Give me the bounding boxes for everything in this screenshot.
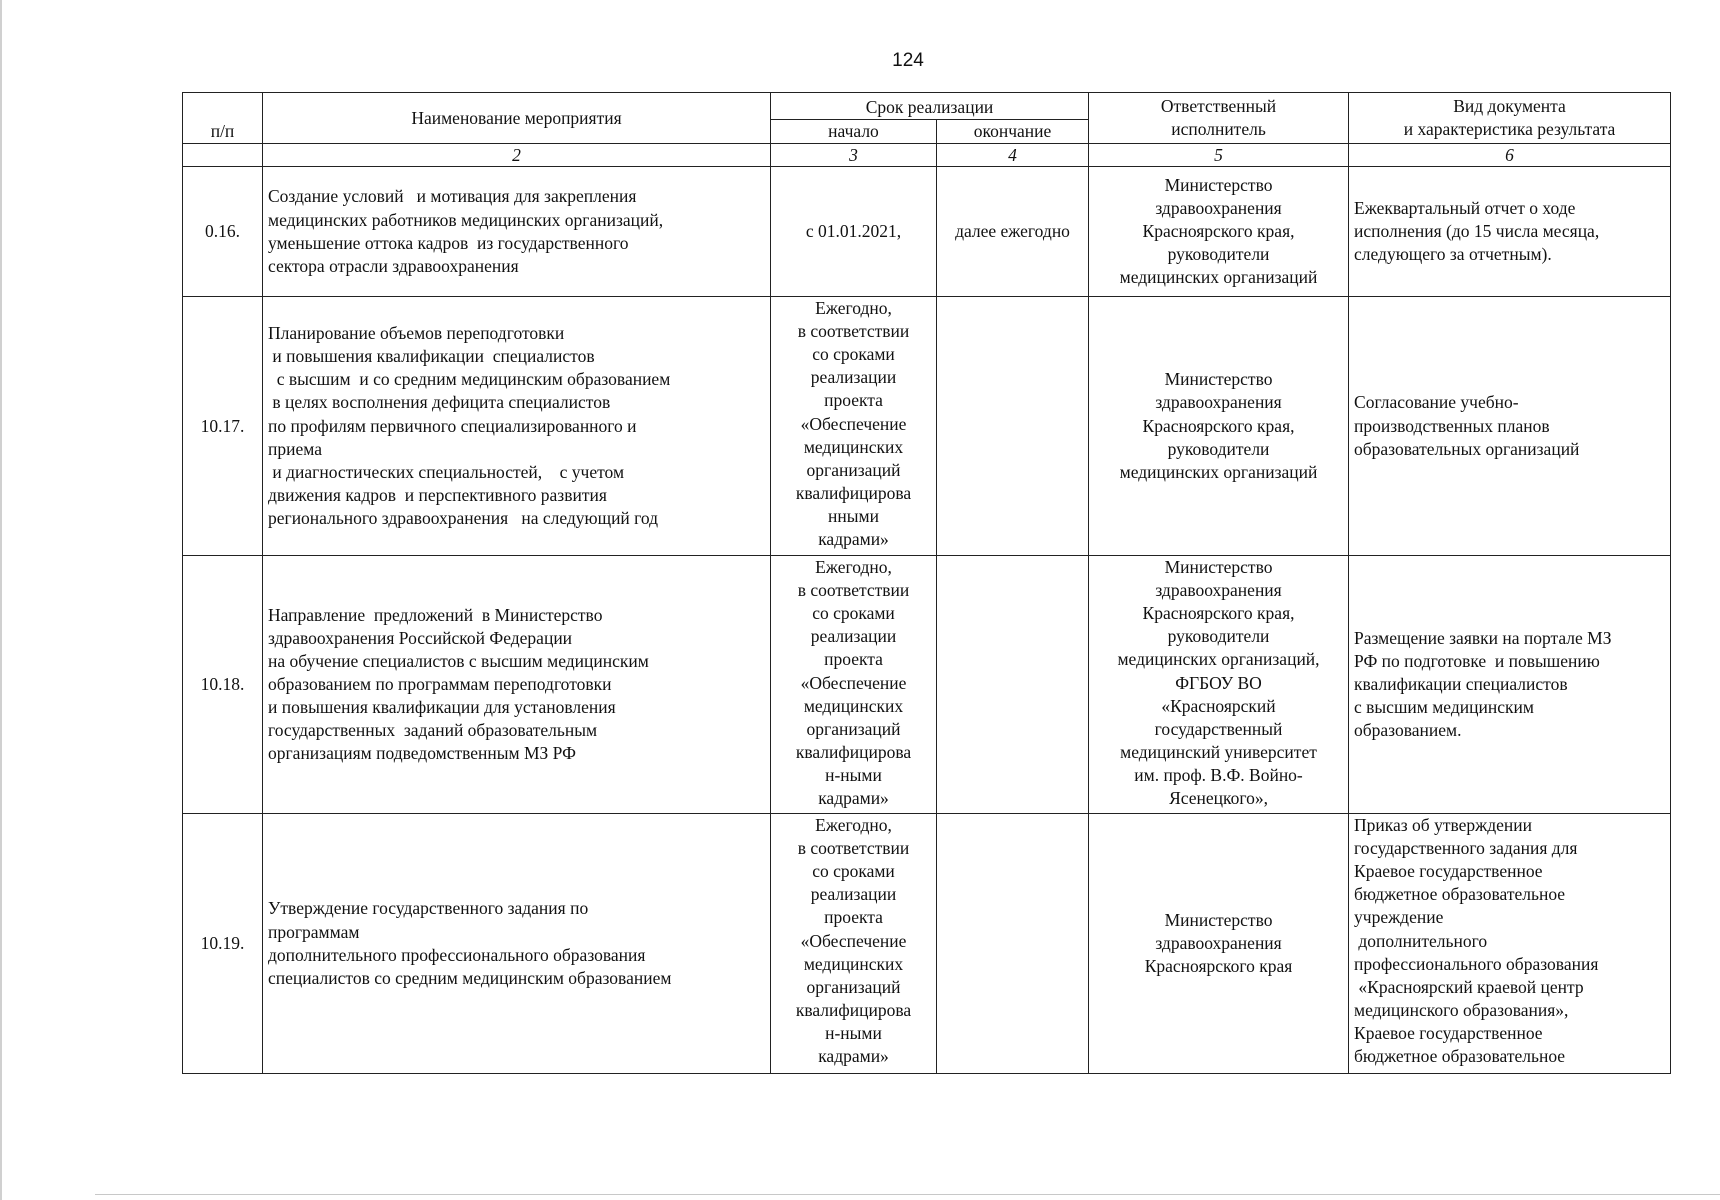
- activity-name: [263, 167, 771, 297]
- activity-name-line: медицинских работников медицинских организаций,: [268, 209, 664, 230]
- activity-name-line: движения кадров и перспективного развития: [268, 484, 607, 505]
- activity-name-line: образованием по программам переподготовки: [268, 674, 612, 695]
- responsible-party-line: «Красноярский: [1161, 695, 1276, 716]
- col-number: 6: [1349, 144, 1671, 167]
- table-row: [183, 297, 1671, 556]
- start-term-line: реализации: [810, 884, 897, 905]
- result-document: [1349, 297, 1671, 556]
- responsible-party-line: медицинский университет: [1120, 741, 1317, 762]
- start-term-line: Ежегодно,: [815, 815, 892, 836]
- activity-name-line: и повышения квалификации специалистов: [268, 346, 595, 367]
- start-term-line: со сроками: [812, 603, 895, 624]
- responsible-party: [1089, 814, 1349, 1074]
- row-number: 0.16.: [183, 167, 263, 297]
- start-term-line: медицинских: [803, 695, 904, 716]
- start-term-line: в соответствии: [797, 580, 910, 601]
- start-term: [771, 297, 937, 556]
- row-number: 10.17.: [183, 297, 263, 556]
- start-term-line: Ежегодно,: [815, 298, 892, 319]
- responsible-party-line: ФГБОУ ВО: [1175, 672, 1262, 693]
- result-document-line: медицинского образования»,: [1354, 999, 1569, 1020]
- col-header-name: Наименование мероприятия: [263, 93, 771, 144]
- activities-table: [182, 92, 1671, 1074]
- table-row: [183, 556, 1671, 814]
- start-term-line: проекта: [824, 907, 883, 928]
- responsible-party-line: здравоохранения: [1155, 392, 1282, 413]
- start-term-line: кадрами»: [818, 1046, 889, 1067]
- responsible-party-line: им. проф. В.Ф. Войно-: [1134, 764, 1303, 785]
- result-document-line: РФ по подготовке и повышению: [1354, 650, 1600, 671]
- responsible-party-line: Министерство: [1164, 557, 1273, 578]
- activity-name-line: в целях восполнения дефицита специалистов: [268, 392, 611, 413]
- result-document-line: исполнения (до 15 числа месяца,: [1354, 221, 1600, 242]
- start-term-line: «Обеспечение: [800, 672, 907, 693]
- responsible-party-line: Красноярского края,: [1142, 415, 1295, 436]
- activity-name-line: программам: [268, 921, 360, 942]
- col-header-responsible-line1: Ответственный: [1160, 95, 1277, 116]
- end-term: далее ежегодно: [937, 167, 1089, 297]
- end-term: [937, 297, 1089, 556]
- result-document-line: профессионального образования: [1354, 953, 1599, 974]
- start-term-line: квалифицирова: [795, 482, 912, 503]
- start-term-line: проекта: [824, 390, 883, 411]
- col-header-responsible-line2: исполнитель: [1171, 119, 1266, 140]
- activity-name: [263, 556, 771, 814]
- responsible-party: [1089, 297, 1349, 556]
- activity-name-line: Утверждение государственного задания по: [268, 898, 589, 919]
- start-term-line: реализации: [810, 626, 897, 647]
- responsible-party: [1089, 556, 1349, 814]
- activity-name-line: приема: [268, 438, 322, 459]
- responsible-party-line: медицинских организаций: [1119, 267, 1318, 288]
- result-document: [1349, 814, 1671, 1074]
- responsible-party-line: Красноярского края: [1144, 956, 1293, 977]
- col-number: 5: [1089, 144, 1349, 167]
- col-header-document-line2: и характеристика результата: [1403, 119, 1616, 140]
- result-document-line: Ежеквартальный отчет о ходе: [1354, 197, 1576, 218]
- responsible-party-line: Министерство: [1164, 369, 1273, 390]
- activity-name-line: государственных заданий образовательным: [268, 720, 598, 741]
- responsible-party-line: Красноярского края,: [1142, 221, 1295, 242]
- activity-name-line: Направление предложений в Министерство: [268, 604, 603, 625]
- responsible-party-line: Ясенецкого»,: [1169, 788, 1268, 809]
- responsible-party-line: здравоохранения: [1155, 933, 1282, 954]
- activity-name-line: по профилям первичного специализированного и: [268, 415, 637, 436]
- row-number: 10.18.: [183, 556, 263, 814]
- result-document-line: Согласование учебно-: [1354, 392, 1519, 413]
- start-term-line: организаций: [806, 718, 901, 739]
- start-term-line: кадрами»: [818, 529, 889, 550]
- activity-name-line: и диагностических специальностей, с учетом: [268, 461, 625, 482]
- start-term: [771, 556, 937, 814]
- result-document: [1349, 167, 1671, 297]
- activity-name-line: Создание условий и мотивация для закрепления: [268, 186, 637, 207]
- scan-bottom-edge: [95, 1194, 1720, 1195]
- result-document-line: с высшим медицинским: [1354, 697, 1534, 718]
- result-document: [1349, 556, 1671, 814]
- activity-name-line: здравоохранения Российской Федерации: [268, 627, 573, 648]
- start-term-line: квалифицирова: [795, 999, 912, 1020]
- result-document-line: квалификации специалистов: [1354, 674, 1568, 695]
- responsible-party-line: Министерство: [1164, 909, 1273, 930]
- result-document-line: бюджетное образовательное: [1354, 1046, 1566, 1067]
- start-term-line: медицинских: [803, 436, 904, 457]
- col-header-num: п/п: [183, 93, 263, 144]
- col-header-responsible: [1089, 93, 1349, 144]
- result-document-line: Размещение заявки на портале МЗ: [1354, 627, 1612, 648]
- start-term-line: Ежегодно,: [815, 557, 892, 578]
- start-term-line: реализации: [810, 367, 897, 388]
- col-number: 2: [263, 144, 771, 167]
- start-term-line: организаций: [806, 459, 901, 480]
- result-document-line: образованием.: [1354, 720, 1462, 741]
- start-term-line: с 01.01.2021,: [805, 221, 902, 242]
- start-term-line: «Обеспечение: [800, 930, 907, 951]
- result-document-line: производственных планов: [1354, 415, 1550, 436]
- activity-name: [263, 297, 771, 556]
- start-term-line: кадрами»: [818, 788, 889, 809]
- start-term-line: квалифицирова: [795, 741, 912, 762]
- scan-left-edge: [0, 0, 2, 1200]
- start-term-line: н-ными: [825, 764, 882, 785]
- result-document-line: образовательных организаций: [1354, 438, 1580, 459]
- col-header-document-line1: Вид документа: [1453, 95, 1566, 116]
- start-term-line: н-ными: [825, 1022, 882, 1043]
- column-number-row: [183, 144, 1671, 167]
- col-header-end: окончание: [937, 120, 1089, 144]
- activity-name-line: организациям подведомственным МЗ РФ: [268, 743, 576, 764]
- row-number: 10.19.: [183, 814, 263, 1074]
- result-document-line: «Красноярский краевой центр: [1354, 976, 1584, 997]
- responsible-party-line: государственный: [1154, 718, 1283, 739]
- start-term-line: в соответствии: [797, 321, 910, 342]
- page-number: 124: [892, 50, 924, 71]
- responsible-party-line: руководители: [1167, 244, 1270, 265]
- result-document-line: государственного задания для: [1354, 838, 1578, 859]
- start-term-line: проекта: [824, 649, 883, 670]
- activity-name-line: Планирование объемов переподготовки: [268, 323, 565, 344]
- responsible-party-line: руководители: [1167, 626, 1270, 647]
- start-term-line: нными: [828, 505, 879, 526]
- activity-name-line: регионального здравоохранения на следующий год: [268, 507, 659, 528]
- end-term: [937, 556, 1089, 814]
- activity-name-line: на обучение специалистов с высшим медицинским: [268, 650, 649, 671]
- activity-name-line: сектора отрасли здравоохранения: [268, 255, 519, 276]
- responsible-party-line: Красноярского края,: [1142, 603, 1295, 624]
- activity-name-line: и повышения квалификации для установления: [268, 697, 616, 718]
- start-term-line: организаций: [806, 976, 901, 997]
- responsible-party-line: медицинских организаций,: [1117, 649, 1320, 670]
- responsible-party-line: Министерство: [1164, 174, 1273, 195]
- col-header-term: Срок реализации: [771, 93, 1089, 120]
- activity-name-line: специалистов со средним медицинским образованием: [268, 967, 672, 988]
- header-row-top: [183, 93, 1671, 120]
- responsible-party-line: медицинских организаций: [1119, 461, 1318, 482]
- table-row: [183, 814, 1671, 1074]
- col-number-empty: [183, 144, 263, 167]
- responsible-party: [1089, 167, 1349, 297]
- result-document-line: Краевое государственное: [1354, 861, 1543, 882]
- result-document-line: следующего за отчетным).: [1354, 244, 1552, 265]
- table-row: [183, 167, 1671, 297]
- responsible-party-line: руководители: [1167, 438, 1270, 459]
- start-term-line: со сроками: [812, 344, 895, 365]
- result-document-line: Приказ об утверждении: [1354, 815, 1533, 836]
- activity-name-line: уменьшение оттока кадров из государственного: [268, 232, 629, 253]
- col-number: 3: [771, 144, 937, 167]
- col-number: 4: [937, 144, 1089, 167]
- responsible-party-line: здравоохранения: [1155, 197, 1282, 218]
- activity-name-line: с высшим и со средним медицинским образованием: [268, 369, 671, 390]
- responsible-party-line: здравоохранения: [1155, 580, 1282, 601]
- activity-name: [263, 814, 771, 1074]
- result-document-line: бюджетное образовательное: [1354, 884, 1566, 905]
- result-document-line: Краевое государственное: [1354, 1022, 1543, 1043]
- result-document-line: дополнительного: [1354, 930, 1488, 951]
- start-term: [771, 167, 937, 297]
- activity-name-line: дополнительного профессионального образования: [268, 944, 646, 965]
- end-term: [937, 814, 1089, 1074]
- start-term-line: «Обеспечение: [800, 413, 907, 434]
- start-term: [771, 814, 937, 1074]
- start-term-line: со сроками: [812, 861, 895, 882]
- start-term-line: в соответствии: [797, 838, 910, 859]
- start-term-line: медицинских: [803, 953, 904, 974]
- result-document-line: учреждение: [1354, 907, 1444, 928]
- col-header-document: [1349, 93, 1671, 144]
- col-header-start: начало: [771, 120, 937, 144]
